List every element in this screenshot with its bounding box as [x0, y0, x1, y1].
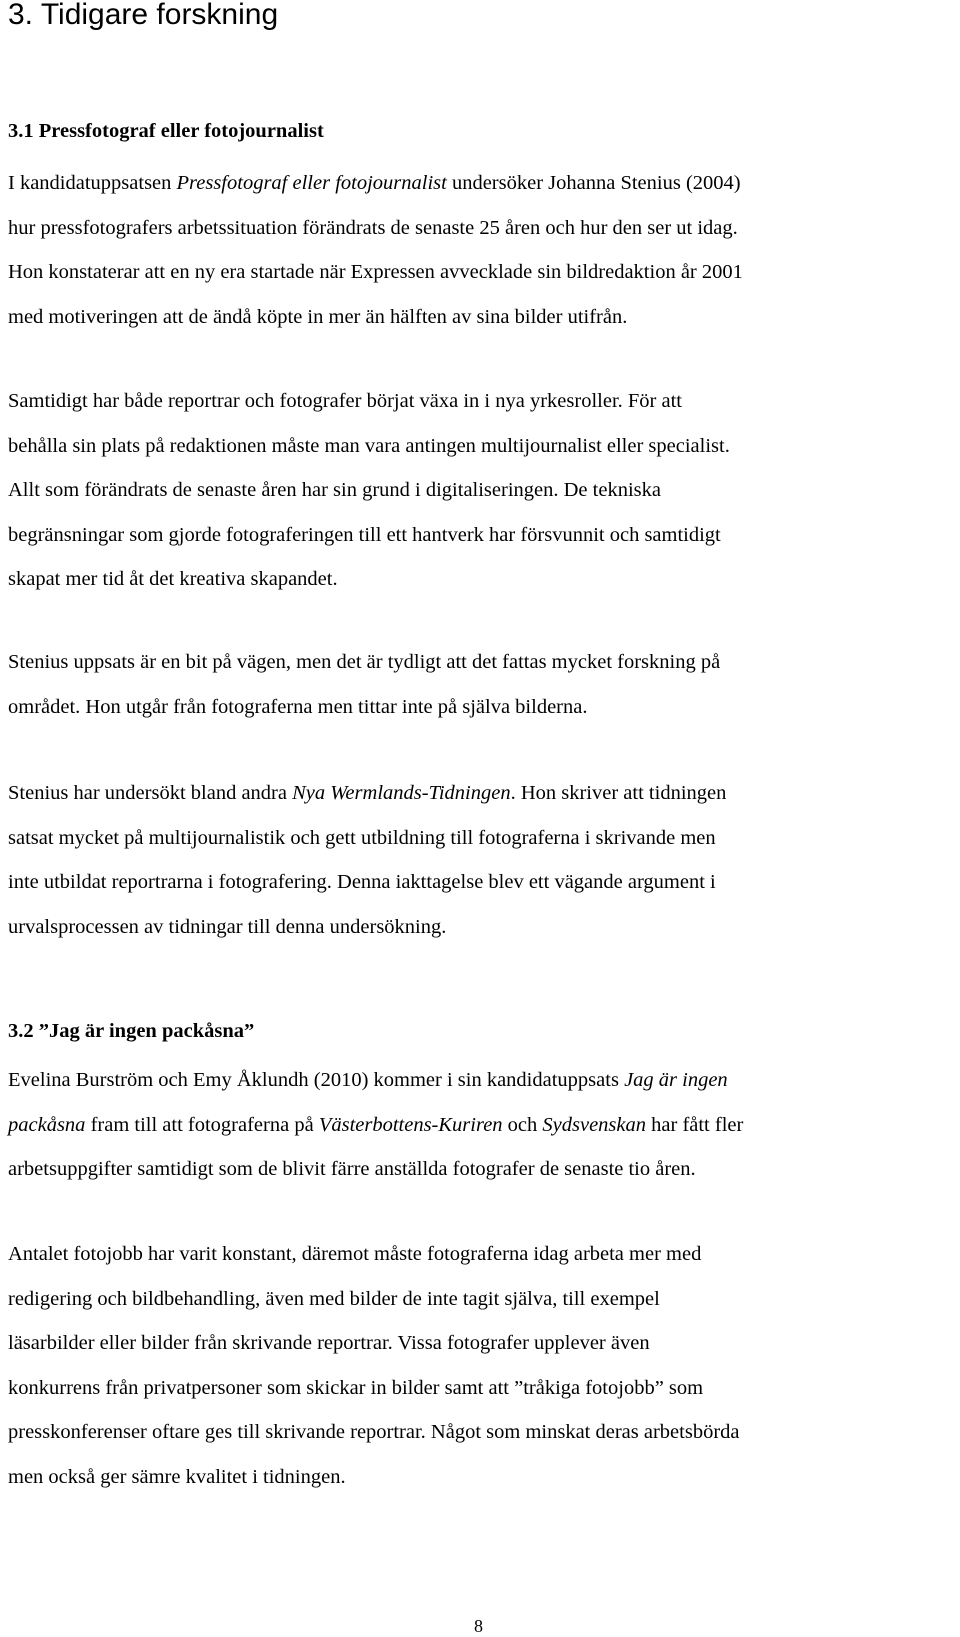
page-number: 8 [474, 1616, 483, 1636]
italic-title: Sydsvenskan [542, 1113, 647, 1136]
text-segment: urvalsprocessen av tidningar till denna undersökning. [8, 915, 447, 938]
text-segment: . Hon skriver att tidningen [510, 782, 727, 804]
text-segment: läsarbilder eller bilder från skrivande reportrar. Vissa fotografer upplever även [8, 1332, 650, 1355]
text-line [8, 860, 952, 905]
text-line [8, 1058, 952, 1103]
text-line [8, 1232, 952, 1277]
text-line [8, 513, 952, 558]
text-segment: I kandidatuppsatsen [8, 172, 177, 194]
text-segment: Antalet fotojobb har varit konstant, däremot måste fotograferna idag arbeta mer med [8, 1243, 702, 1265]
text-segment: Evelina Burström och Emy Åklundh (2010) kommer i sin kandidatuppsats [8, 1069, 625, 1091]
text-line [8, 250, 952, 295]
text-line [8, 1147, 952, 1192]
text-line [8, 206, 952, 251]
paragraph [8, 1232, 952, 1500]
paragraph [8, 771, 952, 949]
text-line [8, 1321, 952, 1366]
text-line [8, 295, 952, 340]
text-segment: redigering och bildbehandling, även med bilder de inte tagit själva, till exempel [8, 1287, 660, 1310]
italic-title: Västerbottens-Kuriren [318, 1113, 503, 1136]
text-line [8, 685, 952, 730]
text-line [8, 816, 952, 861]
paragraph [8, 161, 952, 339]
text-line [8, 161, 952, 206]
text-line [8, 468, 952, 513]
text-segment: arbetsuppgifter samtidigt som de blivit färre anställda fotografer de senaste tio åren. [8, 1158, 696, 1181]
text-segment: konkurrens från privatpersoner som skickar in bilder samt att ”tråkiga fotojobb” som [8, 1376, 704, 1399]
text-segment: med motiveringen att de ändå köpte in mer än hälften av sina bilder utifrån. [8, 305, 628, 328]
text-segment: Stenius uppsats är en bit på vägen, men det är tydligt att det fattas mycket forskning på [8, 651, 721, 673]
text-segment: Stenius har undersökt bland andra [8, 782, 293, 804]
text-line [8, 1277, 952, 1322]
text-line [8, 905, 952, 950]
text-segment: begränsningar som gjorde fotograferingen till ett hantverk har försvunnit och samtidigt [8, 523, 721, 546]
text-line [8, 1366, 952, 1411]
text-segment: skapat mer tid åt det kreativa skapandet. [8, 568, 338, 591]
text-segment: behålla sin plats på redaktionen måste man vara antingen multijournalist eller specialist. [8, 434, 730, 457]
italic-title: Pressfotograf eller fotojournalist [176, 172, 447, 194]
text-segment: Samtidigt har både reportrar och fotografer börjat växa in i nya yrkesroller. För att [8, 390, 682, 412]
paragraph [8, 1058, 952, 1192]
text-segment: inte utbildat reportrarna i fotografering. Denna iakttagelse blev ett vägande argument i [8, 871, 716, 894]
text-segment: satsat mycket på multijournalistik och gett utbildning till fotograferna i skrivande men [8, 826, 716, 849]
text-segment: Allt som förändrats de senaste åren har sin grund i digitaliseringen. De tekniska [8, 479, 661, 502]
italic-title: packåsna [8, 1113, 86, 1136]
section-heading-3-1: 3.1 Pressfotograf eller fotojournalist [8, 120, 324, 142]
text-segment: har fått fler [646, 1113, 744, 1136]
text-line [8, 557, 952, 602]
text-segment: fram till att fotograferna på [85, 1113, 319, 1136]
text-segment: Hon konstaterar att en ny era startade när Expressen avvecklade sin bildredaktion år 2001 [8, 261, 743, 284]
section-heading-3-2: 3.2 ”Jag är ingen packåsna” [8, 1020, 255, 1042]
text-line [8, 771, 952, 816]
text-segment: men också ger sämre kvalitet i tidningen. [8, 1465, 346, 1488]
text-line [8, 640, 952, 685]
italic-title: Nya Wermlands-Tidningen [292, 782, 511, 804]
paragraph [8, 640, 952, 729]
text-line [8, 1455, 952, 1500]
text-segment: undersöker Johanna Stenius (2004) [446, 172, 741, 194]
text-line [8, 1103, 952, 1148]
paragraph [8, 379, 952, 602]
text-segment: presskonferenser oftare ges till skrivande reportrar. Något som minskat deras arbetsbörda [8, 1421, 740, 1444]
text-segment: hur pressfotografers arbetssituation förändrats de senaste 25 åren och hur den ser ut idag. [8, 216, 738, 239]
text-segment: och [502, 1113, 543, 1136]
italic-title: Jag är ingen [624, 1069, 728, 1091]
text-line [8, 379, 952, 424]
text-segment: området. Hon utgår från fotograferna men tittar inte på själva bilderna. [8, 695, 588, 718]
chapter-title: 3. Tidigare forskning [8, 0, 279, 31]
text-line [8, 424, 952, 469]
text-line [8, 1410, 952, 1455]
